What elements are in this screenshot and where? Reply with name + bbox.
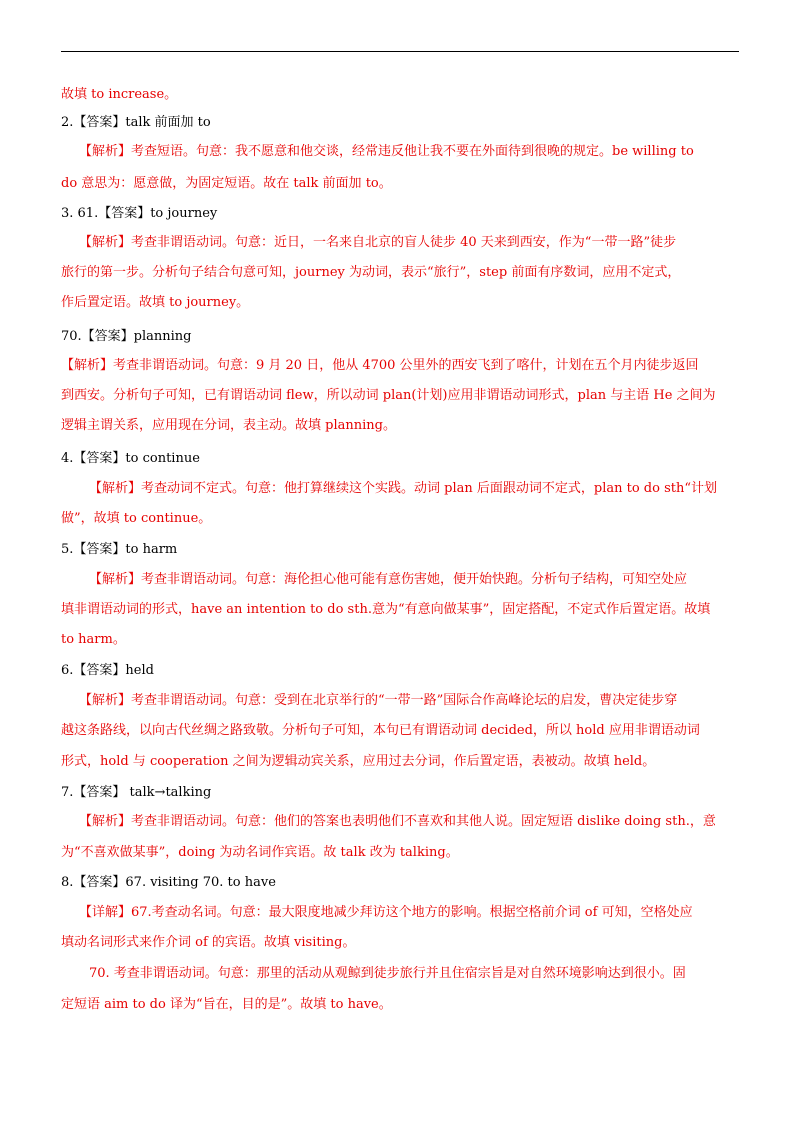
explanation-line: 填非谓语动词的形式，have an intention to do sth.意为“有意向做某事”，固定搭配，不定式作后置定语。故填 [61,602,711,617]
explanation-line: 故填 to increase。 [61,87,178,102]
explanation-line: to harm。 [61,632,126,647]
answer-line: 2.【答案】talk 前面加 to [61,115,211,130]
answer-line: 4.【答案】to continue [61,451,200,466]
explanation-line: 【解析】考查动词不定式。句意：他打算继续这个实践。动词 plan 后面跟动词不定式，plan to do sth“计划 [89,481,717,496]
answer-line: 5.【答案】to harm [61,542,178,557]
explanation-line: 【解析】考查非谓语动词。句意：海伦担心他可能有意伤害她，便开始快跑。分析句子结构，可知空处应 [89,572,688,587]
explanation-line: 逻辑主谓关系，应用现在分词，表主动。故填 planning。 [61,418,396,433]
explanation-line: 到西安。分析句子可知，已有谓语动词 flew，所以动词 plan(计划)应用非谓语动词形式，plan 与主语 He 之间为 [61,388,716,403]
answer-line: 6.【答案】held [61,663,154,678]
explanation-line: 【解析】考查非谓语动词。句意：近日，一名来自北京的盲人徒步 40 天来到西安，作为“一带一路”徒步 [79,235,677,250]
explanation-line: 越这条路线，以向古代丝绸之路致敬。分析句子可知，本句已有谓语动词 decided，所以 hold 应用非谓语动词 [61,723,700,738]
explanation-line: 【解析】考查非谓语动词。句意：他们的答案也表明他们不喜欢和其他人说。固定短语 dislike doing sth.，意 [79,814,716,829]
explanation-line: 定短语 aim to do 译为“旨在，目的是”。故填 to have。 [61,997,392,1012]
answer-line: 70.【答案】planning [61,329,192,344]
answer-line: 8.【答案】67. visiting 70. to have [61,875,276,890]
answer-line: 7.【答案】 talk→talking [61,785,212,800]
explanation-line: 旅行的第一步。分析句子结合句意可知，journey 为动词，表示“旅行”，step 前面有序数词，应用不定式， [61,265,681,280]
explanation-line: 【解析】考查非谓语动词。句意：9 月 20 日，他从 4700 公里外的西安飞到了喀什，计划在五个月内徒步返回 [61,358,699,373]
explanation-line: 【解析】考查非谓语动词。句意：受到在北京举行的“一带一路”国际合作高峰论坛的启发，曹决定徒步穿 [79,693,678,708]
header-rule [61,51,739,52]
explanation-line: 形式，hold 与 cooperation 之间为逻辑动宾关系，应用过去分词，作后置定语，表被动。故填 held。 [61,754,656,769]
answer-line: 3. 61.【答案】to journey [61,206,218,221]
explanation-line: 为“不喜欢做某事”，doing 为动名词作宾语。故 talk 改为 talking。 [61,845,459,860]
explanation-line: 做”，故填 to continue。 [61,511,212,526]
explanation-line: 填动名词形式来作介词 of 的宾语。故填 visiting。 [61,935,356,950]
explanation-line: 作后置定语。故填 to journey。 [61,295,250,310]
explanation-line: do 意思为：愿意做，为固定短语。故在 talk 前面加 to。 [61,176,392,191]
explanation-line: 70. 考查非谓语动词。句意：那里的活动从观鲸到徒步旅行并且住宿宗旨是对自然环境影响达到很小。固 [89,966,686,981]
explanation-line: 【解析】考查短语。句意：我不愿意和他交谈，经常违反他让我不要在外面待到很晚的规定。be willing to [79,144,694,159]
explanation-line: 【详解】67.考查动名词。句意：最大限度地减少拜访这个地方的影响。根据空格前介词 of 可知，空格处应 [79,905,693,920]
